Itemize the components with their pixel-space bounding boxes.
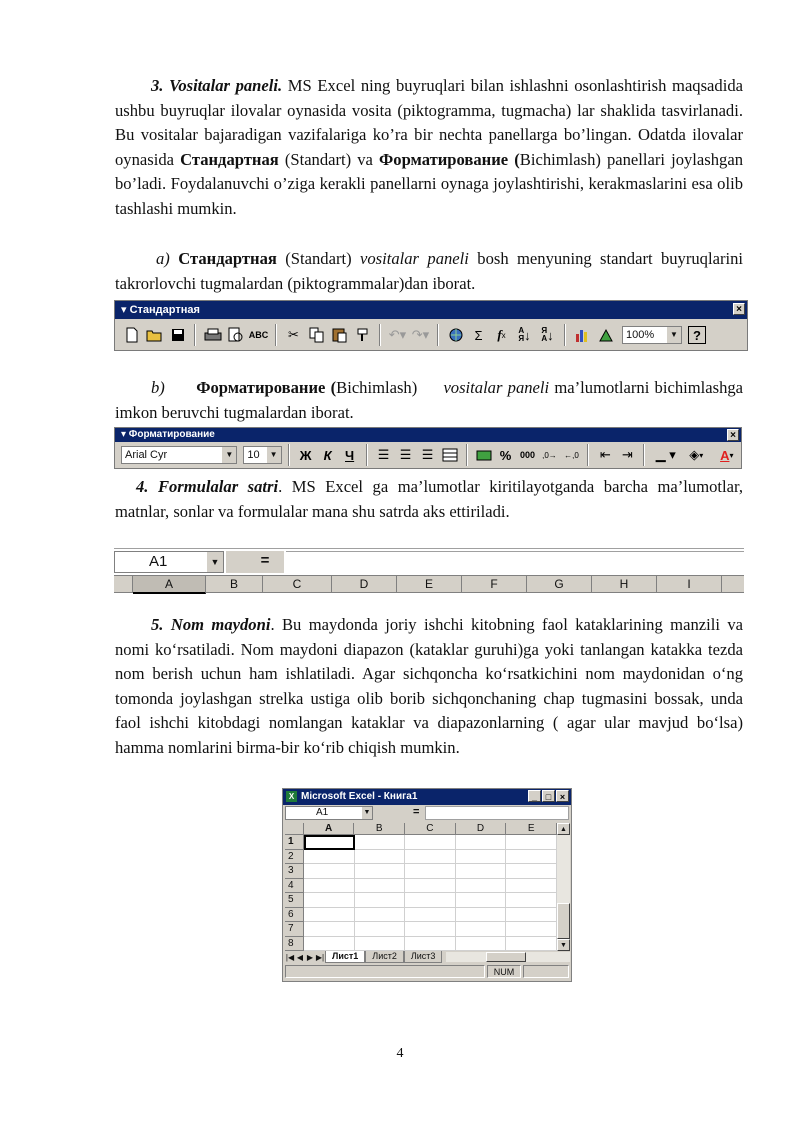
standard-toolbar-title	[115, 301, 747, 319]
item-b-paragraph	[115, 376, 743, 425]
page-number: 4	[396, 1046, 404, 1061]
spelling-icon[interactable]: ABC	[248, 330, 269, 340]
chart-wizard-icon[interactable]	[572, 324, 593, 346]
function-icon[interactable]: f x	[497, 327, 506, 342]
open-icon[interactable]	[144, 324, 165, 346]
table-row	[285, 864, 557, 879]
toolbar-separator	[379, 324, 381, 346]
sort-asc-icon[interactable]: A Я ↓	[518, 326, 531, 343]
cell[interactable]	[405, 908, 456, 923]
column-header[interactable]: D	[456, 823, 507, 835]
excel-title: Microsoft Excel - Книга1	[301, 791, 418, 802]
window-controls	[528, 790, 569, 802]
sheet-tabs-bar	[285, 951, 570, 963]
h-scroll-thumb[interactable]	[486, 952, 526, 962]
cell[interactable]	[355, 835, 406, 850]
cell[interactable]	[405, 879, 456, 894]
paste-icon[interactable]	[329, 324, 350, 346]
chevron-down-icon[interactable]: ▼	[667, 327, 681, 343]
cell[interactable]	[506, 893, 557, 908]
item-b-text-1: Bichimlash)	[336, 378, 423, 397]
cell[interactable]	[304, 835, 355, 850]
copy-icon[interactable]	[306, 324, 327, 346]
cell[interactable]	[355, 908, 406, 923]
section-4-title: 4. Formulalar satri	[136, 477, 279, 496]
section-3-title: 3. Vositalar paneli.	[151, 76, 283, 95]
row-header[interactable]: 2	[285, 850, 304, 865]
align-right-icon[interactable]: ☰	[421, 447, 434, 462]
vertical-scrollbar[interactable]	[557, 823, 570, 951]
cell[interactable]	[456, 835, 507, 850]
formatting-toolbar-buttons	[115, 442, 741, 468]
excel-window	[282, 788, 572, 982]
formatting-toolbar	[114, 427, 742, 469]
excel-column-headers	[285, 823, 557, 835]
excel-formula-input[interactable]	[425, 806, 569, 820]
decrease-decimal-icon[interactable]: ←,0	[564, 450, 579, 460]
toolbar-separator	[564, 324, 566, 346]
cell[interactable]	[405, 864, 456, 879]
cell[interactable]	[355, 864, 406, 879]
section-4-paragraph	[115, 475, 743, 524]
borders-icon[interactable]: ▁ ▾	[655, 447, 676, 462]
preview-icon[interactable]	[225, 324, 246, 346]
section-4-text: . MS Excel ga ma’lumotlar kiritilayotganda barcha ma’lumotlar, matnlar, sonlar va formulalar mana shu satrda aks ettiriladi.	[115, 477, 744, 521]
item-b-text-2: ma’lumotlarni bichimlashga imkon beruvchi tugmalardan iborat.	[115, 378, 744, 422]
excel-grid	[285, 823, 557, 951]
column-header[interactable]: E	[506, 823, 557, 835]
cut-icon[interactable]: ✂	[288, 327, 299, 342]
close-icon[interactable]: ×	[727, 429, 739, 441]
format-term: Форматирование (	[379, 149, 520, 169]
formula-input[interactable]	[286, 551, 744, 574]
chevron-down-icon[interactable]: ▼	[207, 552, 223, 572]
sheet-tab-3[interactable]: Лист3	[404, 951, 443, 963]
print-icon[interactable]	[202, 324, 223, 346]
percent-button[interactable]: %	[499, 447, 512, 463]
row-header[interactable]: 8	[285, 937, 304, 952]
cell[interactable]	[405, 893, 456, 908]
increase-indent-icon[interactable]: ⇥	[621, 447, 633, 462]
toolbar-separator	[366, 444, 368, 466]
maximize-icon[interactable]: □	[542, 790, 555, 802]
cell[interactable]	[405, 850, 456, 865]
column-header[interactable]: B	[354, 823, 405, 835]
font-size-select[interactable]	[243, 446, 281, 464]
row-header[interactable]: 5	[285, 893, 304, 908]
select-all-corner[interactable]	[285, 823, 304, 835]
font-select[interactable]	[121, 446, 237, 464]
thousands-button[interactable]: 000	[519, 450, 535, 460]
align-left-icon[interactable]: ☰	[377, 447, 390, 462]
toolbar-separator	[466, 444, 468, 466]
section-3-text-1: MS Excel ning buyruqlari bilan ishlashni osonlashtirish maqsadida ushbu buyruqlar ilovalar oynasida vosita (piktogramma, tugmacha) lar shaklida tasvirlanadi. Bu vositalar bajaradigan vazifalariga ko’ra bir nechta panellarga bo’lingan. Odatda ilovalar oynasida	[115, 76, 743, 169]
prev-sheet-icon[interactable]: ◀	[296, 952, 304, 962]
column-header[interactable]: B	[206, 576, 263, 592]
column-header[interactable]: C	[263, 576, 332, 592]
cell[interactable]	[506, 922, 557, 937]
excel-name-box[interactable]	[285, 806, 373, 820]
item-a-text-2: bosh menyuning standart buyruqlarini takrorlovchi tugmalardan (piktogrammalar)dan iborat.	[115, 249, 743, 293]
increase-decimal-icon[interactable]: ,0→	[542, 450, 557, 460]
undo-icon[interactable]: ↶▾	[388, 327, 407, 342]
status-num: NUM	[487, 965, 521, 978]
scroll-down-icon[interactable]: ▼	[557, 939, 570, 951]
section-3-text-2: (Standart) va	[278, 149, 380, 169]
cell[interactable]	[506, 908, 557, 923]
cell[interactable]	[456, 893, 507, 908]
cell[interactable]	[506, 835, 557, 850]
item-a-italic: vositalar paneli	[360, 249, 469, 268]
column-header[interactable]: A	[304, 823, 355, 835]
cell[interactable]	[355, 922, 406, 937]
column-header[interactable]: C	[405, 823, 456, 835]
toolbar-separator	[643, 444, 645, 466]
font-color-icon[interactable]: A ▾	[720, 447, 734, 463]
standard-toolbar	[114, 300, 748, 351]
row-header[interactable]: 3	[285, 864, 304, 879]
item-b-italic: vositalar paneli	[443, 378, 550, 397]
sort-desc-icon[interactable]: Я A ↓	[541, 326, 554, 343]
table-row	[285, 937, 557, 952]
formula-bar-row	[114, 548, 744, 575]
column-header[interactable]: F	[462, 576, 527, 592]
cell[interactable]	[304, 879, 355, 894]
item-a-bold: Стандартная	[178, 249, 277, 268]
cell[interactable]	[355, 850, 406, 865]
cell[interactable]	[506, 864, 557, 879]
column-header[interactable]: D	[332, 576, 397, 592]
equals-sign: =	[260, 552, 270, 569]
merge-center-icon[interactable]	[440, 444, 460, 466]
standard-toolbar-buttons	[115, 319, 747, 351]
font-size-value: 10	[247, 449, 260, 461]
item-a-text-1: (Standart)	[276, 249, 361, 268]
cell[interactable]	[456, 908, 507, 923]
status-bar	[285, 965, 570, 979]
cell[interactable]	[405, 835, 456, 850]
cell[interactable]	[506, 937, 557, 952]
close-icon[interactable]: ×	[733, 303, 745, 315]
cell[interactable]	[355, 937, 406, 952]
excel-rows	[285, 835, 557, 951]
help-icon[interactable]: ?	[688, 326, 706, 344]
status-extra	[523, 965, 569, 978]
close-icon[interactable]: ×	[556, 790, 569, 802]
formula-equals-button[interactable]	[226, 551, 284, 573]
section-5-title: 5. Nom maydoni	[151, 615, 271, 634]
cell[interactable]	[304, 893, 355, 908]
font-value: Arial Cyr	[125, 449, 168, 461]
drawing-icon[interactable]	[595, 324, 616, 346]
minimize-icon[interactable]: _	[528, 790, 541, 802]
cell[interactable]	[355, 879, 406, 894]
table-row	[285, 879, 557, 894]
excel-equals-sign: =	[413, 806, 420, 818]
chevron-down-icon[interactable]: ▼	[362, 807, 372, 819]
toolbar-separator	[194, 324, 196, 346]
select-all-corner[interactable]	[114, 576, 133, 592]
row-header[interactable]: 1	[285, 835, 304, 850]
item-b-bold: Форматирование (	[196, 378, 337, 397]
row-header[interactable]: 6	[285, 908, 304, 923]
cell[interactable]	[456, 879, 507, 894]
cell[interactable]	[304, 864, 355, 879]
chevron-down-icon[interactable]: ▼	[267, 447, 281, 463]
column-headers	[114, 575, 744, 593]
autosum-icon[interactable]: Σ	[474, 327, 483, 343]
table-row	[285, 908, 557, 923]
cell[interactable]	[456, 864, 507, 879]
hyperlink-icon[interactable]	[445, 324, 466, 346]
first-sheet-icon[interactable]: |◀	[285, 952, 295, 962]
zoom-value: 100%	[626, 329, 655, 341]
name-box[interactable]	[114, 551, 224, 573]
underline-button[interactable]: Ч	[345, 447, 355, 463]
formatting-toolbar-title	[115, 428, 741, 442]
toolbar-separator	[275, 324, 277, 346]
align-center-icon[interactable]: ☰	[399, 447, 412, 462]
column-header[interactable]: H	[592, 576, 657, 592]
new-icon[interactable]	[121, 324, 142, 346]
table-row	[285, 922, 557, 937]
row-header[interactable]: 4	[285, 879, 304, 894]
cell[interactable]	[506, 850, 557, 865]
item-b-label: b)	[151, 378, 165, 397]
decrease-indent-icon[interactable]: ⇤	[599, 447, 611, 462]
name-box-value: A1	[149, 553, 168, 570]
currency-icon[interactable]	[474, 444, 494, 466]
cell[interactable]	[456, 922, 507, 937]
cell[interactable]	[456, 850, 507, 865]
scroll-up-icon[interactable]: ▲	[557, 823, 570, 835]
save-icon[interactable]	[167, 324, 188, 346]
sheet-tab-1[interactable]: Лист1	[325, 951, 365, 963]
chevron-down-icon[interactable]: ▼	[222, 447, 236, 463]
table-row	[285, 835, 557, 850]
excel-name-box-value: A1	[316, 807, 329, 818]
table-row	[285, 893, 557, 908]
status-message	[285, 965, 485, 978]
section-3-paragraph	[115, 74, 743, 222]
fill-color-icon[interactable]: ◈ ▾	[689, 447, 704, 462]
last-sheet-icon[interactable]: ▶|	[315, 952, 325, 962]
cell[interactable]	[405, 922, 456, 937]
scroll-thumb[interactable]	[557, 903, 570, 939]
sheet-tab-2[interactable]: Лист2	[365, 951, 404, 963]
cell[interactable]	[304, 850, 355, 865]
formula-bar	[114, 548, 744, 590]
column-header[interactable]: G	[527, 576, 592, 592]
column-header[interactable]: I	[657, 576, 722, 592]
italic-button[interactable]: К	[323, 447, 332, 463]
table-row	[285, 850, 557, 865]
format-painter-icon[interactable]	[352, 324, 373, 346]
cell[interactable]	[355, 893, 406, 908]
toolbar-separator	[437, 324, 439, 346]
cell[interactable]	[304, 908, 355, 923]
horizontal-scrollbar[interactable]	[446, 952, 570, 962]
cell[interactable]	[456, 937, 507, 952]
cell[interactable]	[506, 879, 557, 894]
excel-title-bar	[283, 789, 571, 805]
cell[interactable]	[304, 922, 355, 937]
excel-icon: X	[286, 791, 297, 802]
bold-button[interactable]: Ж	[299, 447, 312, 463]
section-3-text-3: Bichimlash) panellari joylashgan bo’ladi. Foydalanuvchi o’ziga kerakli panellarni oynaga joylashtirishi, kerakmaslarini esa olib tashlashi mumkin.	[115, 149, 743, 218]
standard-term: Стандартная	[180, 149, 279, 169]
standard-toolbar-title-text: ▾ Стандартная	[121, 304, 200, 316]
cell[interactable]	[405, 937, 456, 952]
item-a-label: a)	[156, 249, 170, 268]
row-header[interactable]: 7	[285, 922, 304, 937]
next-sheet-icon[interactable]: ▶	[306, 952, 314, 962]
formatting-toolbar-title-text: ▾ Форматирование	[121, 429, 215, 440]
toolbar-separator	[587, 444, 589, 466]
redo-icon[interactable]: ↷▾	[411, 327, 430, 342]
section-5-text: . Bu maydonda joriy ishchi kitobning faol kataklarining manzili va nomi ko‘rsatiladi. Nom maydoni diapazon (kataklar guruhi)ga yoki tanlangan katakka tezda nom berish uchun ham ishlatiladi. Agar sichqoncha ko‘rsatkichini nom maydonidan o‘ng tomonda joylashgan strelka ustiga olib borib sichqonchaning chap tugmasini bossak, unda faol ishchi kitobdagi nomlangan kataklar va diapazonlarning ( agar ular mavjud bo‘lsa) hamma nomlarini birma-bir ko‘rib chiqish mumkin.	[115, 615, 743, 757]
column-header[interactable]: E	[397, 576, 462, 592]
cell[interactable]	[304, 937, 355, 952]
toolbar-separator	[288, 444, 290, 466]
zoom-select[interactable]	[622, 326, 682, 344]
excel-formula-bar	[283, 805, 571, 821]
column-header[interactable]: A	[133, 576, 206, 594]
item-a-paragraph	[115, 247, 743, 296]
section-5-paragraph	[115, 613, 743, 761]
